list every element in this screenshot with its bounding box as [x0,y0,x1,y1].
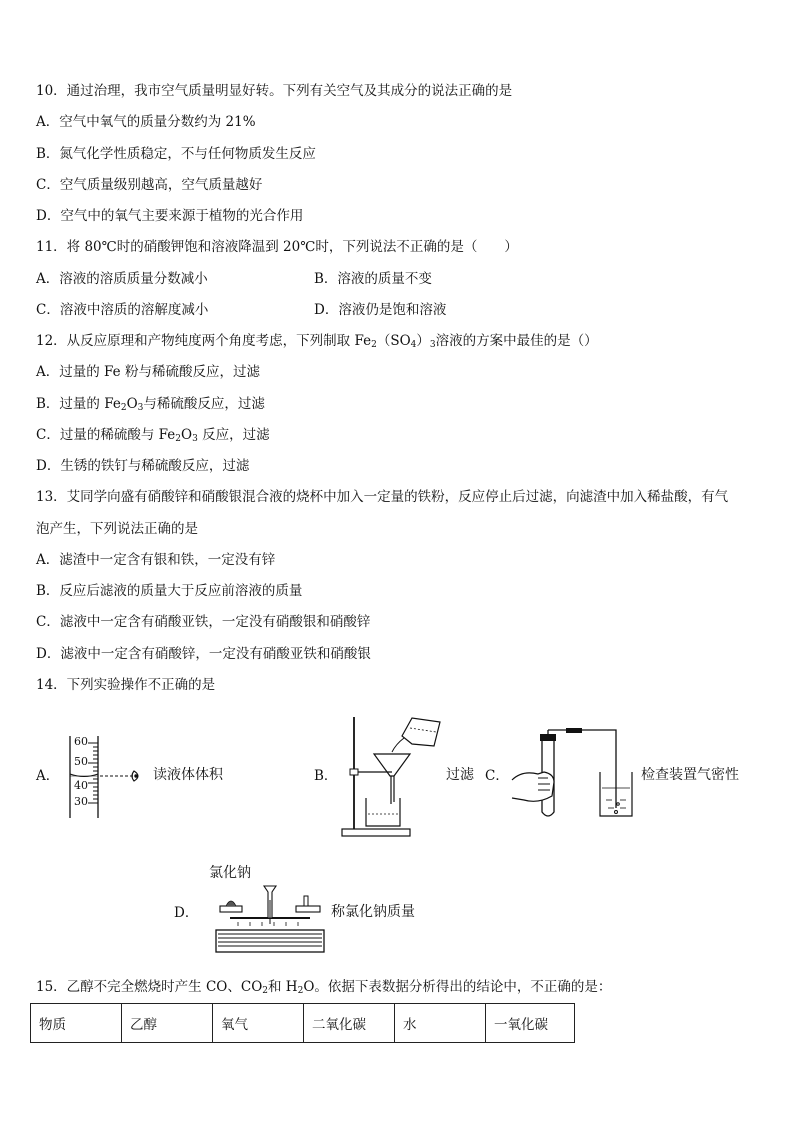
q13-option-b: B．反应后滤液的质量大于反应前溶液的质量 [36,583,303,599]
q10-option-d: D．空气中的氧气主要来源于植物的光合作用 [36,208,304,224]
q11-option-c: C．溶液中溶质的溶解度减小 [36,302,209,318]
tick-label-40: 40 [74,779,88,792]
q15-stem: 15．乙醇不完全燃烧时产生 CO、$CO_2$和 $H_2O$。依据下表数据分析得出的结论中，不正确的是： [36,979,612,996]
q13-stem-line2: 泡产生，下列说法正确的是 [36,521,198,537]
q12-option-a: A．过量的 Fe 粉与稀硫酸反应，过滤 [36,364,260,380]
q10-option-c: C．空气质量级别越高，空气质量越好 [36,177,263,193]
table-row [31,1004,575,1043]
q13-option-d: D．滤液中一定含有硝酸锌，一定没有硝酸亚铁和硝酸银 [36,646,371,662]
table-header-cell: 一氧化碳 [486,1004,575,1043]
airtightness-check-figure [508,728,638,824]
q11-stem: 11．将 80℃时的硝酸钾饱和溶液降温到 20℃时，下列说法不正确的是（ ） [36,239,518,255]
q12-option-d: D．生锈的铁钉与稀硫酸反应，过滤 [36,458,250,474]
q10-stem: 10．通过治理，我市空气质量明显好转。下列有关空气及其成分的说法正确的是 [36,83,513,99]
tick-label-30: 30 [74,795,88,808]
q11-option-a: A．溶液的溶质质量分数减小 [36,271,208,287]
fig-a-letter: A． [36,768,60,784]
q15-data-table [30,1003,575,1043]
table-header-cell: 水 [395,1004,486,1043]
filtration-apparatus-figure [336,714,446,838]
balance-scale-figure [210,880,330,956]
fig-d-letter: D． [174,905,199,921]
q12-option-c: C．过量的稀硫酸与 $Fe_2O_3$ 反应，过滤 [36,427,270,444]
q13-option-a: A．滤渣中一定含有银和铁，一定没有锌 [36,552,276,568]
fig-b-letter: B． [314,768,338,784]
q13-stem-line1: 13．艾同学向盛有硝酸锌和硝酸银混合液的烧杯中加入一定量的铁粉，反应停止后过滤，向滤渣中加入稀盐酸，有气 [36,489,729,505]
fig-c-letter: C． [485,768,509,784]
table-header-cell: 二氧化碳 [304,1004,395,1043]
q11-option-b: B．溶液的质量不变 [314,271,432,287]
q12-option-b: B．过量的 $Fe_2O_3$与稀硫酸反应，过滤 [36,396,265,413]
fig-a-caption: 读液体体积 [153,767,223,783]
table-header-cell: 氧气 [213,1004,304,1043]
tick-label-60: 60 [74,735,88,748]
q13-option-c: C．滤液中一定含有硝酸亚铁，一定没有硝酸银和硝酸锌 [36,614,371,630]
fig-d-label: 氯化钠 [209,865,251,881]
table-header-cell: 物质 [31,1004,122,1043]
fig-d-caption: 称氯化钠质量 [331,904,415,920]
q10-option-b: B．氮气化学性质稳定，不与任何物质发生反应 [36,146,316,162]
table-header-cell: 乙醇 [122,1004,213,1043]
q10-option-a: A．空气中氧气的质量分数约为 21% [36,114,256,130]
q12-stem: 12．从反应原理和产物纯度两个角度考虑，下列制取 $Fe_2(SO_4)_3$溶液的方案中最佳的是（） [36,333,598,350]
tick-label-50: 50 [74,755,88,768]
q14-stem: 14．下列实验操作不正确的是 [36,677,216,693]
fig-b-caption: 过滤 [446,767,474,783]
q11-option-d: D．溶液仍是饱和溶液 [314,302,447,318]
fig-c-caption: 检查装置气密性 [641,767,739,783]
